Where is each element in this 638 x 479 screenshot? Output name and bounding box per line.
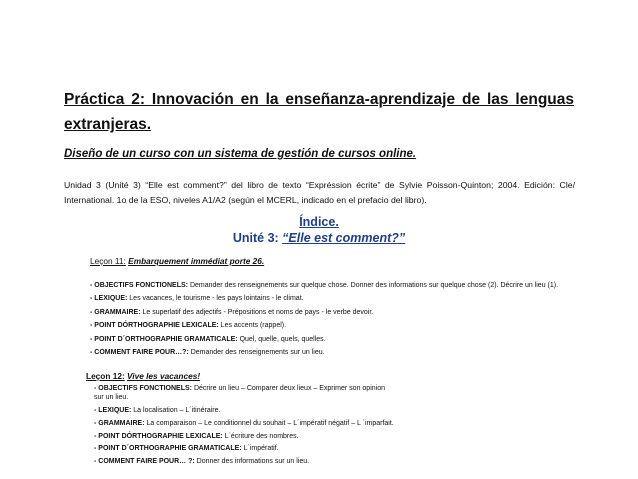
item-text: Le superlatif des adjectifs - Prépositions et noms de pays - le verbe devoir. (140, 308, 374, 316)
item-key: - POINT D´ORTHOGRAPHIE GRAMATICALE: (90, 335, 238, 343)
item-key: - GRAMMAIRE: (90, 308, 141, 316)
list-item (90, 308, 560, 317)
list-item (94, 419, 394, 428)
item-text: La localisation – L´itinéraire. (131, 407, 221, 415)
item-text: L´impératif. (241, 445, 279, 453)
lesson-heading (86, 371, 200, 381)
item-key: - OBJECTIFS FONCTIONELS: (94, 385, 192, 392)
document-title: Práctica 2: Innovación en la enseñanza-aprendizaje de las lenguas extranjeras. (64, 91, 574, 133)
item-key: - POINT DÓRTHOGRAPHIE LEXICALE: (94, 432, 223, 440)
item-key: - POINT DÓRTHOGRAPHIE LEXICALE: (90, 322, 219, 330)
lesson-items-list (90, 281, 560, 361)
item-text: La comparaison – Le conditionnel du souhait – L´impératif négatif – L ´imparfait. (144, 419, 394, 427)
list-item (94, 444, 394, 453)
item-text: Les vacances, le tourisme - les pays lointains - le climat. (127, 295, 304, 303)
item-text: Donner des informations sur un lieu. (194, 457, 310, 465)
list-item (94, 432, 394, 441)
list-item (94, 384, 394, 403)
item-text: Quel, quelle, quels, quelles. (237, 335, 326, 343)
item-text: L´écriture des nombres. (222, 432, 299, 440)
list-item (90, 335, 560, 344)
item-text: Demander des renseignements sur quelque chose. Donner des informations sur quelque chose (2). Décrire un lieu (1). (188, 282, 559, 289)
item-key: - GRAMMAIRE: (94, 419, 145, 427)
list-item (90, 321, 560, 330)
list-item (94, 457, 394, 466)
unit-prefix: Unité 3: (232, 231, 283, 245)
item-key: - COMMENT FAIRE POUR…?: (90, 349, 189, 357)
unit-name: “Elle est comment?” (282, 231, 406, 245)
lesson-label: Leçon 12: (86, 371, 125, 381)
lesson-items-list (94, 384, 394, 470)
list-item (90, 294, 560, 303)
item-key: - LEXIQUE: (94, 407, 132, 415)
list-item (94, 406, 394, 415)
item-text: Demander des renseignements sur un lieu. (188, 349, 325, 357)
item-key: - OBJECTIFS FONCTIONELS: (90, 282, 188, 289)
lesson-label: Leçon 11: (90, 256, 126, 266)
item-text: Les accents (rappel). (218, 322, 287, 330)
document-subtitle: Diseño de un curso con un sistema de gestión de cursos online. (64, 148, 417, 160)
intro-paragraph: Unidad 3 (Unité 3) “Elle est comment?” del libro de texto “Expréssion écrite” de Sylvie Poisson-Quinton; 2004. Edición: Cle/ International. 1o de la ESO, niveles A1/A2 (según el MCERL, indicado en el prefacio del libro). (64, 180, 575, 205)
item-text: Décrire un lieu – Comparer deux lieux – Exprimer son opinion sur un lieu. (94, 385, 385, 402)
lesson-heading (90, 256, 264, 266)
item-key: - POINT D´ORTHOGRAPHIE GRAMATICALE: (94, 445, 242, 453)
lesson-title: Vive les vacances! (127, 371, 201, 381)
unit-heading (0, 231, 638, 245)
item-key: - COMMENT FAIRE POUR… ?: (94, 457, 195, 465)
index-heading: Índice. (299, 215, 339, 229)
list-item (90, 348, 560, 357)
list-item (90, 281, 560, 290)
item-key: - LEXIQUE: (90, 295, 128, 303)
lesson-title: Embarquement immédiat porte 26. (128, 256, 265, 266)
